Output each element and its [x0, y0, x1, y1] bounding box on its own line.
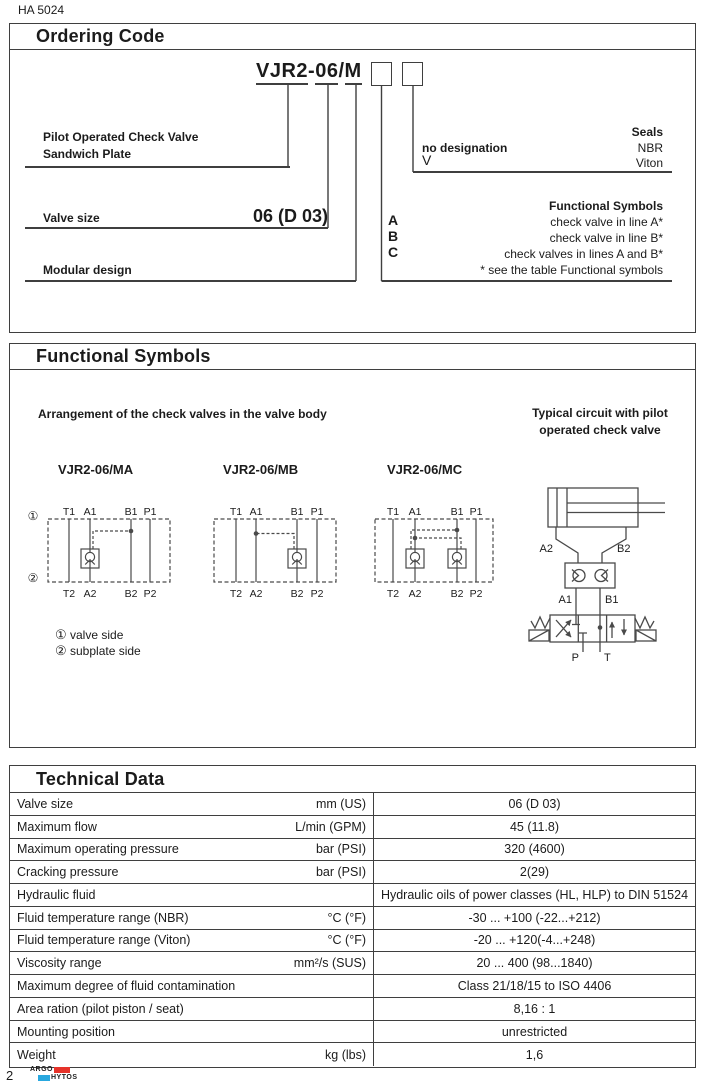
port-label: T2 [386, 588, 400, 600]
legend-marker-1: ① [55, 627, 67, 642]
code-size-segment: 06 [315, 60, 338, 85]
property-label: Cracking pressure [17, 865, 119, 880]
property-label: Valve size [17, 796, 74, 811]
port-label: B1 [124, 506, 138, 518]
functional-symbols-heading: Functional Symbols [548, 199, 663, 213]
unit-label: kg (lbs) [325, 1047, 366, 1062]
option-code-b: B [388, 228, 399, 244]
code-series-segment: VJR2 [256, 60, 308, 85]
logo-red-block-icon [54, 1067, 70, 1074]
legend-text-2: subplate side [70, 644, 141, 658]
value-cell: unrestricted [501, 1024, 568, 1039]
port-label: B1 [450, 506, 464, 518]
port-label: B2 [124, 588, 138, 600]
technical-data-table [9, 793, 696, 1068]
circuit-port-a1: A1 [558, 594, 572, 606]
value-cell: 20 ... 400 (98...1840) [476, 956, 593, 971]
port-label: P1 [143, 506, 157, 518]
table-row [10, 839, 695, 862]
table-row [10, 907, 695, 930]
code-box-seals [402, 62, 423, 86]
logo-text-hytos: HYTOS [51, 1074, 78, 1081]
diagram-title-mc: VJR2-06/MC [387, 462, 463, 477]
port-label: T2 [229, 588, 243, 600]
property-label: Maximum operating pressure [17, 842, 179, 857]
value-cell: -20 ... +120(-4...+248) [473, 933, 596, 948]
argo-hytos-logo [30, 1066, 78, 1082]
value-cell: 2(29) [519, 865, 550, 880]
property-label: Weight [17, 1047, 56, 1062]
legend-subplate-side [55, 644, 141, 658]
ordering-section-title: Ordering Code [10, 24, 695, 50]
functional-symbols-note: * see the table Functional symbols [480, 263, 663, 277]
technical-section-title: Technical Data [36, 769, 165, 789]
port-label: P2 [143, 588, 157, 600]
code-dash: - [308, 60, 316, 82]
table-row [10, 998, 695, 1021]
port-label: A1 [249, 506, 263, 518]
ordering-code-string [256, 60, 362, 83]
port-label: P2 [469, 588, 483, 600]
technical-data-section [9, 765, 696, 793]
value-cell: 320 (4600) [504, 842, 565, 857]
circuit-port-b1: B1 [605, 594, 619, 606]
property-label: Fluid temperature range (Viton) [17, 933, 191, 948]
port-label: T1 [62, 506, 76, 518]
unit-label: bar (PSI) [315, 842, 366, 857]
value-cell: 45 (11.8) [509, 819, 560, 834]
legend-text-1: valve side [70, 628, 124, 642]
port-label: T1 [386, 506, 400, 518]
value-cell: 1,6 [525, 1047, 544, 1062]
product-name-line2: Sandwich Plate [43, 147, 132, 161]
subplate-side-marker: ② [27, 571, 39, 585]
table-row [10, 1021, 695, 1044]
doc-number: HA 5024 [18, 3, 65, 17]
valve-size-value: 06 (D 03) [252, 206, 328, 226]
arrangement-heading: Arrangement of the check valves in the valve body [38, 407, 327, 421]
table-row [10, 793, 695, 816]
legend-valve-side [55, 628, 123, 642]
port-label: P1 [469, 506, 483, 518]
functional-section-title: Functional Symbols [10, 344, 695, 370]
property-label: Fluid temperature range (NBR) [17, 910, 189, 925]
code-slash: / [338, 60, 345, 82]
port-label: A2 [249, 588, 263, 600]
property-label: Maximum flow [17, 819, 97, 834]
unit-label: °C (°F) [327, 910, 366, 925]
property-label: Area ration (pilot piston / seat) [17, 1001, 184, 1016]
seals-heading: Seals [631, 125, 663, 139]
diagram-title-mb: VJR2-06/MB [223, 462, 299, 477]
port-label: A1 [83, 506, 97, 518]
circuit-port-t: T [604, 652, 611, 664]
value-cell: 8,16 : 1 [513, 1001, 556, 1016]
unit-label: L/min (GPM) [295, 819, 366, 834]
page-number: 2 [6, 1068, 14, 1083]
table-row [10, 884, 695, 907]
circuit-port-a2: A2 [539, 543, 553, 555]
table-row [10, 1043, 695, 1066]
option-code-a: A [388, 212, 399, 228]
port-label: P1 [310, 506, 324, 518]
port-label: A1 [408, 506, 422, 518]
typical-circuit-heading-line2: operated check valve [539, 423, 661, 437]
port-label: B2 [450, 588, 464, 600]
seals-code-none: no designation [422, 141, 508, 155]
unit-label: bar (PSI) [315, 865, 366, 880]
product-name-line1: Pilot Operated Check Valve [43, 130, 199, 144]
unit-label: mm²/s (SUS) [293, 956, 366, 971]
table-row [10, 952, 695, 975]
diagram-title-ma: VJR2-06/MA [58, 462, 134, 477]
option-desc-b: check valve in line B* [549, 231, 663, 245]
option-desc-c: check valves in lines A and B* [504, 247, 663, 261]
option-code-c: C [388, 244, 399, 260]
table-row [10, 975, 695, 998]
table-row [10, 861, 695, 884]
port-label: P2 [310, 588, 324, 600]
unit-label: °C (°F) [327, 933, 366, 948]
unit-label: mm (US) [316, 796, 366, 811]
value-cell: Class 21/18/15 to ISO 4406 [457, 979, 612, 993]
port-label: B1 [290, 506, 304, 518]
seals-value-nbr: NBR [637, 141, 663, 155]
seals-value-viton: Viton [635, 156, 663, 170]
logo-blue-block-icon [38, 1075, 50, 1082]
port-label: T2 [62, 588, 76, 600]
table-row [10, 930, 695, 953]
port-label: A2 [408, 588, 422, 600]
port-label: A2 [83, 588, 97, 600]
property-label: Maximum degree of fluid contamination [17, 979, 236, 993]
port-label: B2 [290, 588, 304, 600]
code-box-functional-symbol [371, 62, 392, 86]
logo-text-argo: ARGO [30, 1066, 53, 1073]
code-modular-segment: M [345, 60, 362, 85]
value-cell: 06 (D 03) [508, 796, 561, 811]
functional-symbols-section [9, 343, 696, 748]
modular-design-label: Modular design [43, 263, 132, 277]
circuit-port-b2: B2 [617, 543, 631, 555]
legend-marker-2: ② [55, 643, 67, 658]
value-cell: Hydraulic oils of power classes (HL, HLP) to DIN 51524 [380, 887, 689, 902]
port-label: T1 [229, 506, 243, 518]
typical-circuit-heading-line1: Typical circuit with pilot [532, 406, 668, 420]
seals-code-v: V [422, 152, 432, 168]
circuit-port-p: P [571, 652, 579, 664]
value-cell: -30 ... +100 (-22...+212) [468, 910, 601, 925]
property-label: Viscosity range [17, 956, 102, 971]
valve-side-marker: ① [27, 509, 39, 523]
property-label: Hydraulic fluid [17, 887, 96, 902]
property-label: Mounting position [17, 1024, 115, 1039]
valve-size-label: Valve size [43, 211, 100, 225]
table-row [10, 816, 695, 839]
option-desc-a: check valve in line A* [550, 215, 663, 229]
